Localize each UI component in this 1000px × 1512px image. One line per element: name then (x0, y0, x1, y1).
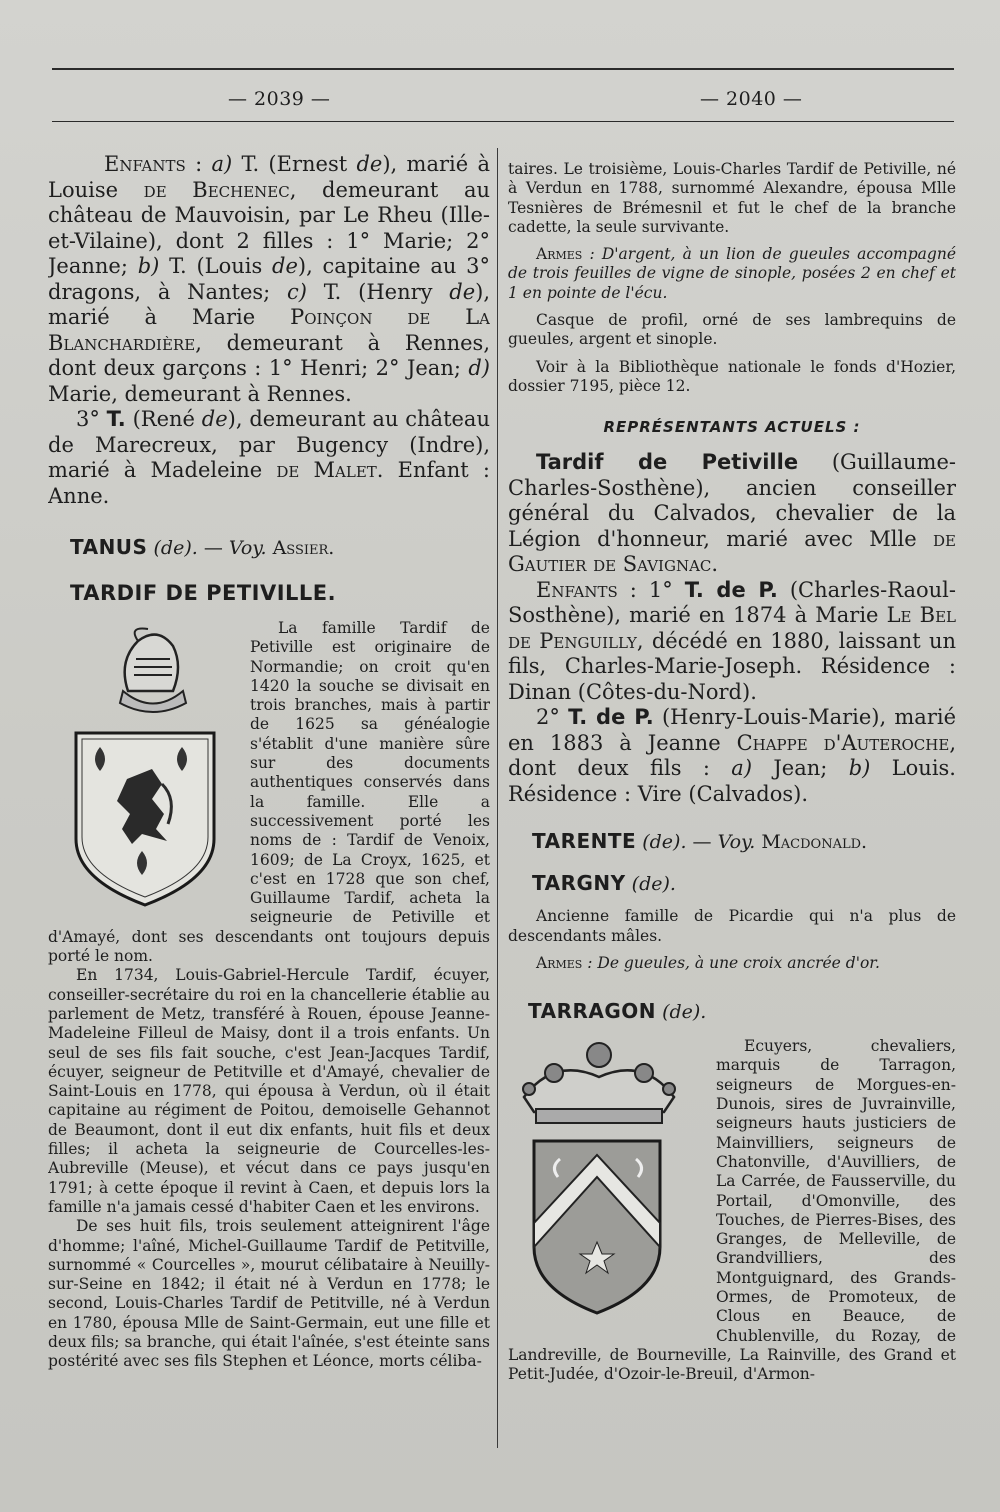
enfants-tdp-paragraph: Enfants : 1° T. de P. (Charles-Raoul-Sosthène), marié en 1874 à Marie Le Bel de Penguilly, décédé en 1880, laissant un fils, Charles-Marie-Joseph. Résidence : Dinan (Côtes-du-Nord). (508, 577, 956, 704)
targny-entry: TARGNY (de). (532, 871, 676, 896)
coat-of-arms-shield-icon (72, 729, 218, 909)
tardif-heraldry (48, 619, 238, 919)
column-divider (497, 148, 498, 1448)
top-rule (52, 68, 954, 70)
henry-paragraph: 2° T. de P. (Henry-Louis-Marie), marié en 1883 à Jeanne Chappe d'Auteroche, dont deux fils : a) Jean; b) Louis. Résidence : Vire (Calvados). (508, 705, 956, 806)
tarragon-heraldry (508, 1037, 704, 1327)
page-number-right: — 2040 — (700, 88, 803, 110)
tarragon-section: Ecuyers, chevaliers, marquis de Tarragon, seigneurs de Morgues-en-Dunois, sires de Juvrainville, seigneurs hauts justiciers de Mainvilliers, seigneurs de Chatonville, d'Auvilliers, de La Carrée, de Fausserville, du Portail, d'Omonville, des Touches, de Pierres-Bises, des Granges, de Melleville, de Grandvilliers, des Montguignard, des Grands-Ormes, de Promoteux, de Clous en Beauce, de Chublenville, du Rozay, de Landreville, de Bourneville, La Rainville, des Grand et Petit-Judée, d'Ozoir-le-Breuil, d'Armon- (508, 1037, 956, 1384)
tarragon-entry: TARRAGON (de). (528, 999, 707, 1024)
armes-targny: Armes : De gueules, à une croix ancrée d'or. (536, 953, 880, 972)
tardif-section: La famille Tardif de Petiville est originaire de Normandie; on croit qu'en 1420 la souche se divisait en trois branches, mais à partir de 1625 sa généalogie s'établit d'une manière sûre sur des documents authentiques conservés dans la famille. Elle a successivement porté les noms de : Tardif de Venoix, 1609; de La Croyx, 1625, et c'est en 1728 que son chef, Guillaume Tardif, acheta la seigneurie de Petiville et d'Amayé, dont ses descendants ont toujours depuis porté le nom. En 1734, Louis-Gabriel-Hercule Tardif, écuyer, conseiller-secrétaire du roi en la chancellerie établie au parlement de Metz, transféré à Rouen, épouse Jeanne-Madeleine Filleul de Maisy, dont il a trois enfants. Un seul de ses fils fait souche, c'est Jean-Jacques Tardif, écuyer, seigneur de Petitville et d'Amayé, chevalier de Saint-Louis en 1778, qui épousa à Verdun, où il était capitaine au régiment de Poitou, demoiselle Gehannot de Beaumont, dont il eut dix enfants, huit fils et deux filles; il acheta la seigneurie de Courcelles-les-Aubreville (Meuse), et vécut dans ce pays jusqu'en 1791; à cette époque il revint à Caen, et depuis lors la famille n'a jamais cessé d'habiter Caen et les environs. De ses huit fils, trois seulement atteignirent l'âge d'homme; l'aîné, Michel-Guillaume Tardif de Petitville, surnommé « Courcelles », mourut célibataire à Neuilly-sur-Seine en 1842; il était né à Verdun en 1778; le second, Louis-Charles Tardif de Petitville, né à Verdun en 1780, épousa Mlle de Saint-Germain, eut une fille et deux fils; sa branche, qui était l'aînée, s'est éteinte sans postérité avec ses fils Stephen et Léonce, morts céliba- (48, 619, 490, 1371)
page-number-left: — 2039 — (228, 88, 331, 110)
right-column: taires. Le troisième, Louis-Charles Tardif de Petiville, né à Verdun en 1788, surnommé Alexandre, épousa Mlle Tesnières de Brémesnil et fut le chef de la branche cadette, la seule survivante. Armes : D'argent, à un lion de gueules accompagné de trois feuilles de vigne de sinople, posées 2 en chef et 1 en pointe de l'écu. Casque de profil, orné de ses lambrequins de gueules, argent et sinople. Voir à la Bibliothèque nationale le fonds d'Hozier, dossier 7195, pièce 12. REPRÉSENTANTS ACTUELS : Tardif de Petiville (Guillaume-Charles-Sosthène), ancien conseiller général du Calvados, chevalier de la Légion d'honneur, marié avec Mlle de Gautier de Savignac. Enfants : 1° T. de P. (Charles-Raoul-Sosthène), marié en 1874 à Marie Le Bel de Penguilly, décédé en 1880, laissant un fils, Charles-Marie-Joseph. Résidence : Dinan (Côtes-du-Nord). 2° T. de P. (Henry-Louis-Marie), marié en 1883 à Jeanne Chappe d'Auteroche, dont deux fils : a) Jean; b) Louis. Résidence : Vire (Calvados). TARENTE (de). — Voy. Macdonald. TARGNY (de). Ancienne famille de Picardie qui n'a plus de descendants mâles. Armes : De gueules, à une croix ancrée d'or. TARRAGON (de). Ecuyers, chevaliers, marquis de Tarragon, seigneurs de Morgues-en-Dunois, sires de Juvrainville, seigneurs hauts justiciers de Mainvilliers, seigneurs de Chatonville, d'Auvilliers, de La Carrée, de Fausserville, du Portail, d'Omonville, des Touches, de Pierres-Bises, des Granges, de Melleville, de Grandvilliers, des Montguignard, des Grands-Ormes, de Promoteux, de Clous en Beauce, de Chublenville, du Rozay, de Landreville, de Bourneville, La Rainville, des Grand et Petit-Judée, d'Ozoir-le-Breuil, d'Armon- (508, 160, 956, 1384)
tanus-entry: TANUS (de). — Voy. Assier. (70, 535, 335, 559)
knight-helmet-icon (98, 621, 198, 721)
tarragon-shield-icon (530, 1137, 664, 1317)
representant-paragraph: Tardif de Petiville (Guillaume-Charles-Sosthène), ancien conseiller général du Calvados, chevalier de la Légion d'honneur, marié avec Mlle de Gautier de Savignac. (508, 450, 956, 577)
crown-icon (514, 1037, 684, 1127)
rene-paragraph: 3° T. (René de), demeurant au château de Marecreux, par Bugency (Indre), marié à Madeleine de Malet. Enfant : Anne. (48, 407, 490, 508)
enfants-paragraph: Enfants : a) T. (Ernest de), marié à Louise de Bechenec, demeurant au château de Mauvoisin, par Le Rheu (Ille-et-Vilaine), dont 2 filles : 1° Marie; 2° Jeanne; b) T. (Louis de), capitaine au 3° dragons, à Nantes; c) T. (Henry de), marié à Marie Poinçon de La Blanchardière, demeurant à Rennes, dont deux garçons : 1° Henri; 2° Jean; d) Marie, demeurant à Rennes. (48, 152, 490, 406)
armes-tardif: Armes : D'argent, à un lion de gueules accompagné de trois feuilles de vigne de sinople, posées 2 en chef et 1 en pointe de l'écu. (508, 245, 956, 302)
representants-heading: REPRÉSENTANTS ACTUELS : (603, 418, 861, 437)
header-rule (52, 121, 954, 122)
tardif-heading: TARDIF DE PETIVILLE. (70, 581, 337, 605)
left-column (48, 152, 490, 1452)
tarente-entry: TARENTE (de). — Voy. Macdonald. (532, 829, 868, 854)
